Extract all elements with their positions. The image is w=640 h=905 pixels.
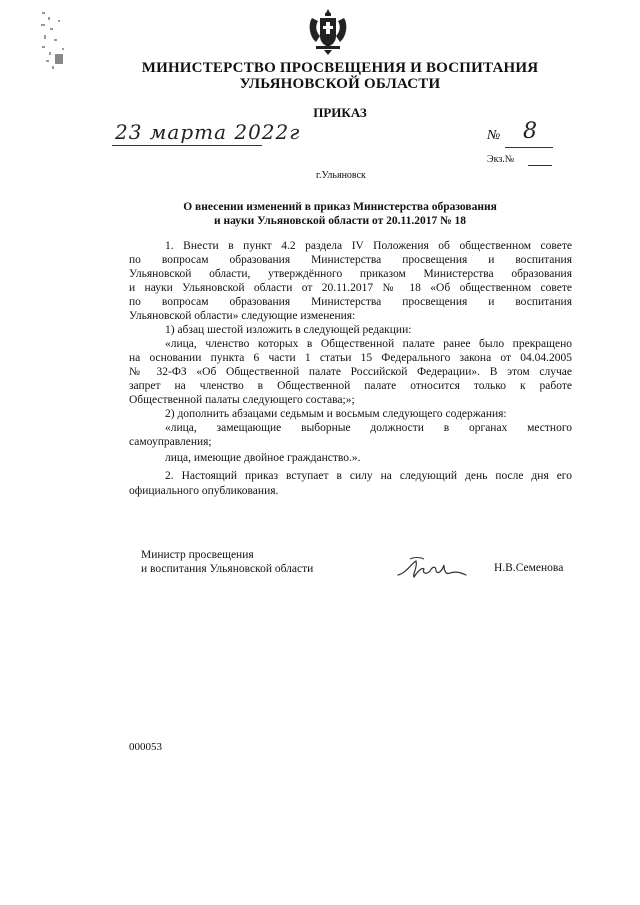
body-line: Ульяновской области, утверждённого приказом Министерства образования <box>129 268 572 280</box>
ministry-name-line2: УЛЬЯНОВСКОЙ ОБЛАСТИ <box>239 76 441 92</box>
signatory-position-line1: Министр просвещения <box>141 549 254 561</box>
body-line: официального опубликования. <box>129 485 279 497</box>
handwritten-signature-icon <box>396 553 468 581</box>
copy-number-label: Экз.№ <box>487 154 515 165</box>
handwritten-date: 23 марта 2022г <box>115 120 301 144</box>
copy-number-underline <box>528 165 552 166</box>
body-line: запрет на членство в Общественной палате относится только к работе <box>129 380 572 392</box>
subject-line1: О внесении изменений в приказ Министерства образования <box>183 201 497 213</box>
body-line: № 32-ФЗ «Об Общественной палате Российской Федерации». В этом случае <box>129 366 572 378</box>
order-title: ПРИКАЗ <box>313 105 367 120</box>
body-line: 2. Настоящий приказ вступает в силу на следующий день после дня его <box>165 470 572 482</box>
body-line: и науки Ульяновской области от 20.11.2017 № 18 «Об общественном совете <box>129 282 572 294</box>
body-line: 1. Внести в пункт 4.2 раздела IV Положения об общественном совете <box>165 240 572 252</box>
order-number-value: 8 <box>523 119 537 144</box>
body-line: лица, имеющие двойное гражданство.». <box>165 452 361 464</box>
body-line: «лица, членство которых в Общественной палате ранее было прекращено <box>165 338 572 350</box>
order-number-underline <box>505 147 553 148</box>
body-line: Ульяновской области» следующие изменения: <box>129 310 356 322</box>
body-line: 2) дополнить абзацами седьмым и восьмым следующего содержания: <box>165 408 507 420</box>
scan-artifact-icon <box>40 8 74 74</box>
city-name: г.Ульяновск <box>316 170 366 181</box>
body-line: по вопросам образования Министерства просвещения и воспитания <box>129 254 572 266</box>
body-line: Общественной палаты следующего состава;»; <box>129 394 355 406</box>
subject-line2: и науки Ульяновской области от 20.11.2017 № 18 <box>213 215 467 227</box>
signatory-name: Н.В.Семенова <box>494 562 564 574</box>
coat-of-arms-icon <box>306 6 350 56</box>
date-underline <box>112 145 262 146</box>
body-line: самоуправления; <box>129 436 212 448</box>
body-line: «лица, замещающие выборные должности в органах местного <box>165 422 572 434</box>
signatory-position-line2: и воспитания Ульяновской области <box>141 563 314 575</box>
document-code: 000053 <box>129 741 162 753</box>
order-number-label: № <box>487 128 501 143</box>
body-line: 1) абзац шестой изложить в следующей редакции: <box>165 324 412 336</box>
body-line: по вопросам образования Министерства просвещения и воспитания <box>129 296 572 308</box>
ministry-name-line1: МИНИСТЕРСТВО ПРОСВЕЩЕНИЯ И ВОСПИТАНИЯ <box>141 60 539 76</box>
body-line: на основании пункта 6 части 1 статьи 15 Федерального закона от 04.04.2005 <box>129 352 572 364</box>
